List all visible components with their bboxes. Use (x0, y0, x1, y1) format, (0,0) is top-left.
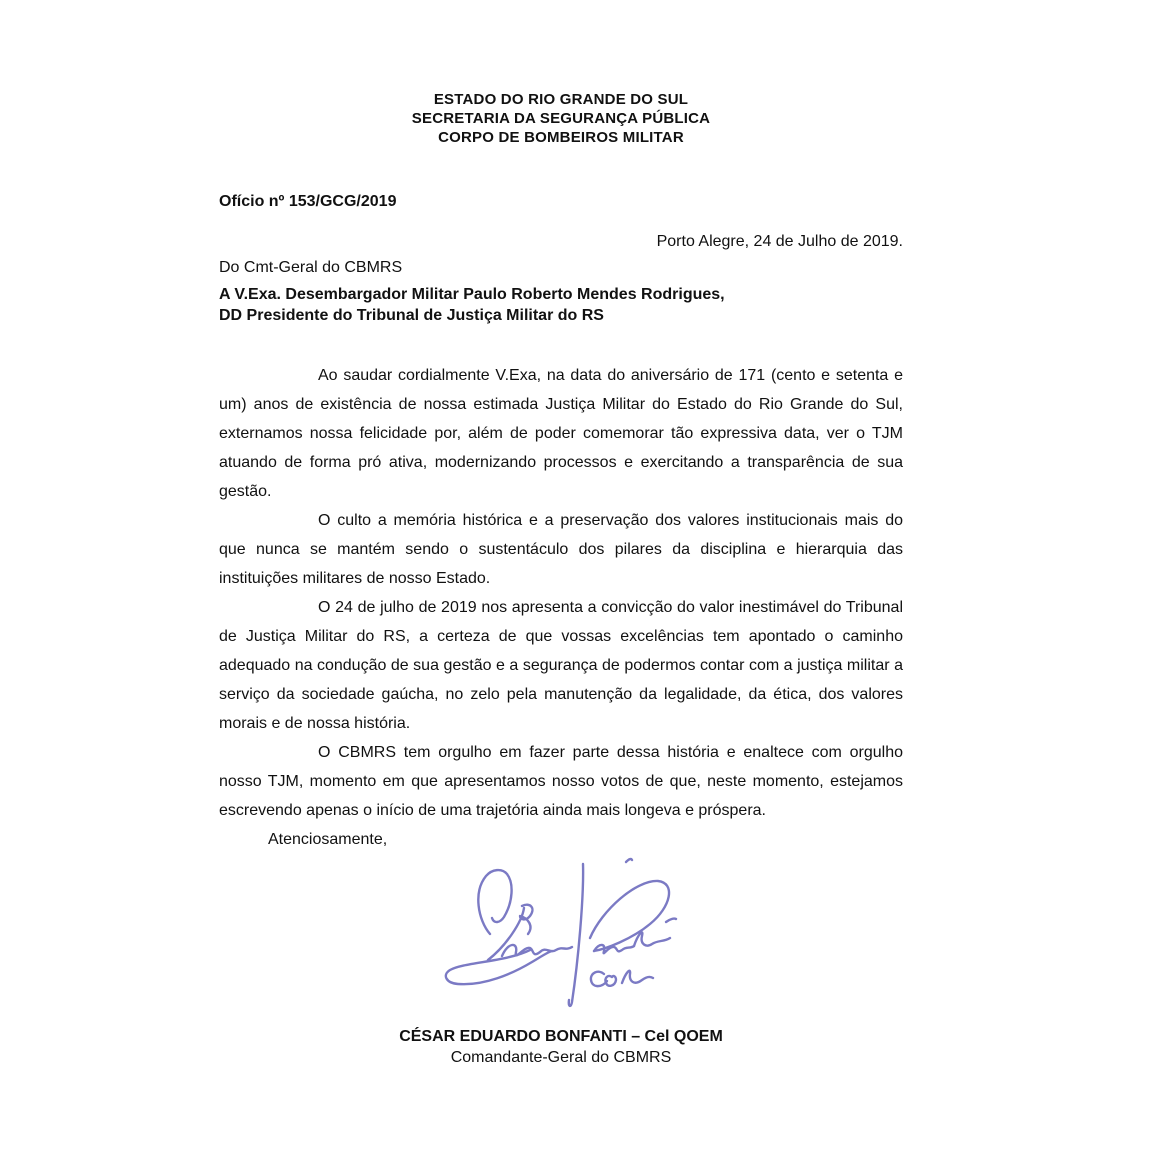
signature-strokes (446, 859, 676, 1006)
letter-body (219, 361, 903, 854)
place-date-line: Porto Alegre, 24 de Julho de 2019. (656, 233, 903, 250)
body-paragraph: O 24 de julho de 2019 nos apresenta a convicção do valor inestimável do Tribunal de Justiça Militar do RS, a certeza de que vossas excelências tem apontado o caminho adequado na condução de sua gestão e a segurança de podermos contar com a justiça militar a serviço da sociedade gaúcha, no zelo pela manutenção da legalidade, da ética, dos valores morais e de nossa história. (219, 599, 903, 732)
body-paragraph: Ao saudar cordialmente V.Exa, na data do aniversário de 171 (cento e setenta e um) anos de existência de nossa estimada Justiça Militar do Estado do Rio Grande do Sul, externamos nossa felicidade por, além de poder comemorar tão expressiva data, ver o TJM atuando de forma pró ativa, modernizando processos e exercitando a transparência de sua gestão. (219, 367, 903, 500)
recipient-title-line: DD Presidente do Tribunal de Justiça Militar do RS (219, 307, 604, 324)
letterhead-line-corps: CORPO DE BOMBEIROS MILITAR (438, 129, 684, 146)
signatory-name: CÉSAR EDUARDO BONFANTI – Cel QOEM (399, 1028, 723, 1045)
signatory-block (219, 1026, 903, 1068)
recipient-name-line: A V.Exa. Desembargador Militar Paulo Roberto Mendes Rodrigues, (219, 286, 725, 303)
office-reference-number: Ofício nº 153/GCG/2019 (219, 193, 397, 210)
signature-ink-svg (444, 850, 706, 1020)
letterhead (219, 90, 903, 147)
handwritten-signature (444, 850, 706, 1020)
closing-salutation: Atenciosamente, (268, 831, 388, 848)
sender-line: Do Cmt-Geral do CBMRS (219, 259, 403, 276)
letterhead-line-state: ESTADO DO RIO GRANDE DO SUL (433, 91, 689, 108)
letterhead-line-secretariat: SECRETARIA DA SEGURANÇA PÚBLICA (411, 110, 711, 127)
body-paragraph: O CBMRS tem orgulho em fazer parte dessa história e enaltece com orgulho nosso TJM, momento em que apresentamos nosso votos de que, neste momento, estejamos escrevendo apenas o início de uma trajetória ainda mais longeva e próspera. (219, 744, 903, 819)
recipient-block (219, 284, 903, 326)
signatory-title: Comandante-Geral do CBMRS (450, 1049, 672, 1066)
body-paragraph: O culto a memória histórica e a preservação dos valores institucionais mais do que nunca se mantém sendo o sustentáculo dos pilares da disciplina e hierarquia das instituições militares de nosso Estado. (219, 512, 903, 587)
